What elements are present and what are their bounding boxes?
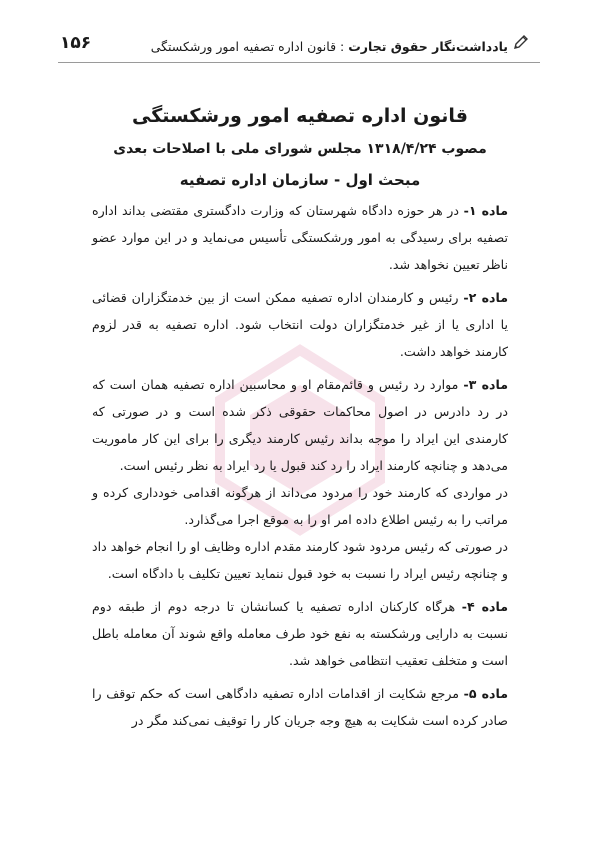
main-content [92, 105, 508, 740]
article-paragraph: در مواردی که کارمند خود را مردود می‌داند از هرگونه اقدامی خودداری کرده و مراتب را به رئیس اطلاع داده امر او را به موقع اجرا می‌گذارد. [92, 485, 508, 527]
article-label: ماده ۳- [463, 377, 508, 392]
article-paragraph [92, 593, 508, 674]
article-text: در هر حوزه دادگاه شهرستان که وزارت دادگستری مقتضی بداند اداره تصفیه برای رسیدگی به امور ورشکستگی تأسیس می‌نماید و در این موارد عضو ناظر تعیین نخواهد شد. [92, 203, 508, 272]
article-paragraph: در صورتی که رئیس مردود شود کارمند مقدم اداره وظایف او را انجام خواهد داد و چنانچه رئیس ایراد را نسبت به خود قبول ننماید تعیین تکلیف با دادگاه است. [92, 539, 508, 581]
running-header [60, 30, 530, 56]
chapter-title: قانون اداره تصفیه امور ورشکستگی [150, 38, 337, 54]
article-paragraph [92, 680, 508, 734]
header-divider [58, 62, 540, 63]
article-label: ماده ۱- [463, 203, 508, 218]
article-paragraph [92, 371, 508, 479]
page-number: ۱۵۶ [60, 33, 92, 53]
header-separator: : [336, 38, 349, 54]
article-paragraph [92, 197, 508, 278]
article-4 [92, 593, 508, 674]
article-label: ماده ۲- [463, 290, 508, 305]
header-title [151, 33, 530, 54]
article-3 [92, 371, 508, 587]
law-title: قانون اداره تصفیه امور ورشکستگی [131, 105, 468, 127]
article-paragraph [92, 284, 508, 365]
article-label: ماده ۵- [463, 686, 508, 701]
article-text: رئیس و کارمندان اداره تصفیه ممکن است از بین خدمتگزاران قضائی یا اداری یا از غیر خدمتگزاران دولت انتخاب شود. اداره تصفیه به قدر لزوم کارمند خواهد داشت. [92, 290, 508, 359]
law-subtitle: مصوب ۱۳۱۸/۴/۲۴ مجلس شورای ملی با اصلاحات بعدی [113, 141, 487, 157]
section-title: مبحث اول - سازمان اداره تصفیه [179, 171, 421, 189]
pen-icon [512, 33, 530, 51]
article-text: موارد رد رئیس و قائم‌مقام او و محاسبین اداره تصفیه همان است که در رد دادرس در اصول محاکمات حقوقی ذکر شده است و در صورتی که کارمندی این ایراد را موجه بداند رئیس کارمند دیگری را برای این کار ماموریت می‌دهد و چنانچه کارمند ایراد را رد کند قبول یا رد ایراد به نظر رئیس است. [92, 377, 508, 473]
article-text: هرگاه کارکنان اداره تصفیه یا کسانشان تا درجه دوم از طبقه دوم نسبت به دارایی ورشکسته به نفع خود طرف معامله واقع شوند آن معامله باطل است و متخلف تعقیب انتظامی خواهد شد. [92, 599, 508, 668]
article-2 [92, 284, 508, 365]
book-title: یادداشت‌نگار حقوق تجارت [348, 38, 509, 54]
article-1 [92, 197, 508, 278]
article-5 [92, 680, 508, 734]
article-text: مرجع شکایت از اقدامات اداره تصفیه دادگاهی است که حکم توقف را صادر کرده است شکایت به هیچ وجه جریان کار را توقیف نمی‌کند مگر در [92, 686, 508, 728]
article-label: ماده ۴- [461, 599, 509, 614]
